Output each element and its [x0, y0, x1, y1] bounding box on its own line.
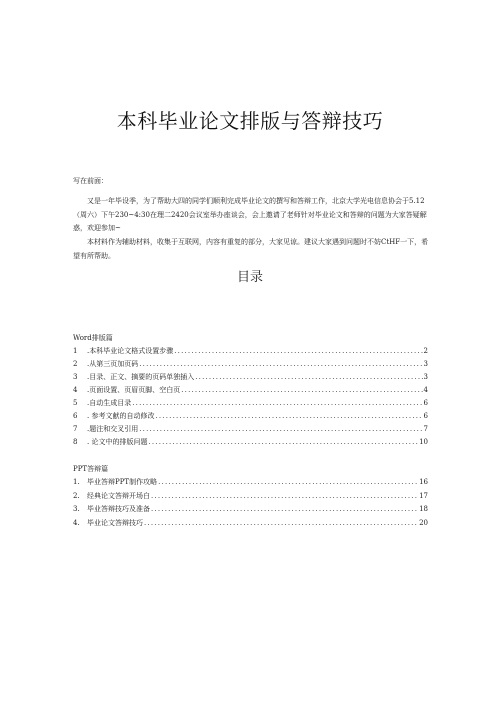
- toc-leader: [139, 423, 422, 436]
- toc-leader: [151, 490, 418, 504]
- toc-section-ppt: [73, 462, 428, 530]
- toc-entry-page: 16: [419, 478, 428, 486]
- toc-leader: [181, 384, 422, 397]
- toc-section-word: [73, 331, 428, 449]
- toc-entry-page: 20: [419, 518, 428, 527]
- toc-leader: [151, 503, 418, 517]
- toc-entry[interactable]: [73, 423, 428, 436]
- toc-section-heading: Word排版篇: [73, 334, 113, 342]
- toc-entry-label: 毕业答辩技巧及准备: [87, 505, 150, 513]
- toc-entry-page: 4: [423, 386, 428, 394]
- toc-entry-page: 3: [423, 360, 428, 368]
- toc-leader: [144, 517, 418, 531]
- toc-entry[interactable]: [73, 358, 428, 371]
- toc-entry-number: 8: [73, 438, 78, 446]
- toc-entry-page: 6: [423, 399, 428, 407]
- toc-entry-number: 4: [73, 386, 78, 394]
- toc-entry-number: 6: [73, 412, 78, 420]
- toc-entry-label: .自动生成目录: [87, 399, 132, 407]
- toc-leader: [132, 397, 422, 410]
- toc-entry-number: 4.: [73, 518, 80, 527]
- toc-entry-number: 3: [73, 373, 78, 381]
- toc-entry[interactable]: [73, 476, 428, 490]
- document-title: 本科毕业论文排版与答辩技巧: [116, 109, 384, 133]
- toc-leader: [174, 345, 422, 358]
- intro-paragraph: 又是一年毕设季，为了帮助大四的同学们顺利完成毕业论文的撰写和答辩工作，北京大学光电信息协会于5.12（周六）下午230~4:30在理二2420会议室举办座谈会，会上邀请了老师针对毕业论文和答辩的问题为大家答疑解惑，欢迎参加~: [73, 197, 427, 232]
- toc-leader: [195, 371, 422, 384]
- toc-entry-label: .目录、正文、摘要的页码单独插入: [87, 373, 195, 381]
- toc-entry-label: . 论文中的排版问题: [87, 438, 148, 446]
- toc-entry-label: . 参考文献的自动修改: [87, 412, 155, 420]
- toc-entry[interactable]: [73, 503, 428, 517]
- toc-entry-label: 毕业论文答辩技巧: [87, 518, 143, 527]
- toc-title: 目录: [236, 270, 263, 285]
- toc-entry-number: 1: [73, 347, 78, 355]
- toc-entry-label: .页面设置、页眉页脚、空白页: [87, 386, 181, 394]
- toc-entry-page: 2: [423, 347, 428, 355]
- toc-entry-page: 18: [419, 505, 428, 513]
- toc-entry-label: .从第三页加页码: [87, 360, 139, 368]
- toc-entry-label: .本科毕业论文格式设置步骤: [87, 347, 174, 355]
- toc-entry-label: 经典论文答辩开场白: [87, 491, 150, 500]
- toc-entry-page: 7: [423, 425, 428, 433]
- toc-entry-label: .题注和交叉引用: [87, 425, 139, 433]
- toc-entry-page: 17: [419, 491, 428, 500]
- intro-label: 写在前面：: [73, 177, 108, 185]
- toc-leader: [155, 410, 422, 423]
- toc-entry-number: 3.: [73, 505, 80, 513]
- toc-entry-number: 2: [73, 360, 78, 368]
- note-paragraph: 本材料作为辅助材料，收集于互联网，内容有重复的部分，大家见谅。建议大家遇到问题时不妨CtHF一下，希望有所帮助。: [73, 238, 429, 260]
- toc-leader: [148, 436, 418, 449]
- toc-entry-page: 3: [423, 373, 428, 381]
- toc-entry[interactable]: [73, 436, 428, 449]
- toc-entry-label: 毕业答辩PPT制作攻略: [87, 478, 158, 486]
- toc-entry[interactable]: [73, 490, 428, 504]
- toc-entry-number: 5: [73, 399, 78, 407]
- toc-entry[interactable]: [73, 371, 428, 384]
- toc-leader: [139, 358, 422, 371]
- toc-entry[interactable]: [73, 397, 428, 410]
- toc-entry-page: 6: [423, 412, 428, 420]
- toc-section-heading: PPT答辩篇: [73, 465, 109, 473]
- toc-entry-page: 10: [419, 438, 428, 446]
- toc-leader: [158, 476, 418, 490]
- toc-entry[interactable]: [73, 410, 428, 423]
- toc-entry-number: 7: [73, 425, 78, 433]
- toc-entry-number: 1.: [73, 478, 80, 486]
- toc-entry[interactable]: [73, 384, 428, 397]
- toc-entry[interactable]: [73, 517, 428, 531]
- toc-entry[interactable]: [73, 345, 428, 358]
- toc-entry-number: 2.: [73, 491, 80, 500]
